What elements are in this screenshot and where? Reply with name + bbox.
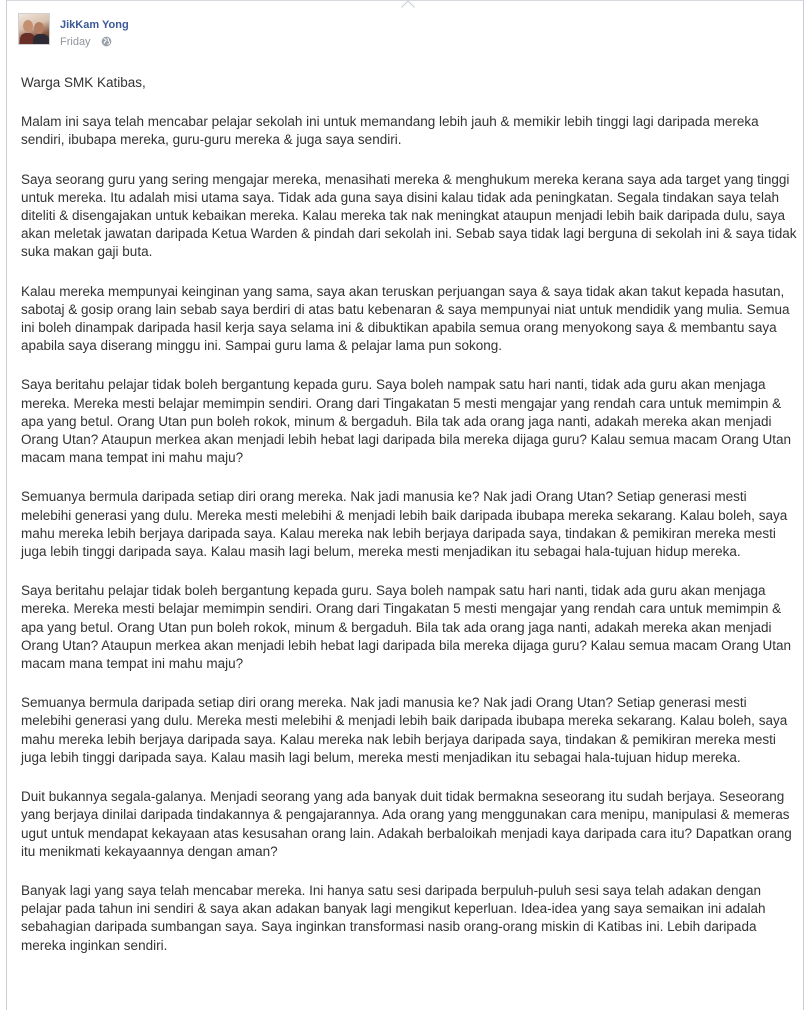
post-card (6, 0, 804, 1010)
post-paragraph: Semuanya bermula daripada setiap diri orang mereka. Nak jadi manusia ke? Nak jadi Orang Utan? Setiap generasi mesti melebihi generasi yang dulu. Mereka mesti melebihi & menjadi lebih baik daripada ibubapa mereka sekarang. Kalau boleh, saya mahu mereka lebih berjaya daripada saya. Kalau mereka nak lebih berjaya daripada saya, tindakan & pemikiran mereka mesti juga lebih tinggi daripada saya. Kalau masih lagi belum, mereka mesti menjadikan itu sebagai hala-tujuan hidup mereka. (21, 489, 788, 560)
globe-icon[interactable] (101, 36, 112, 47)
post-paragraph: Saya beritahu pelajar tidak boleh bergantung kepada guru. Saya boleh nampak satu hari nanti, tidak ada guru akan menjaga mereka. Mereka mesti belajar memimpin sendiri. Orang dari Tingakatan 5 mesti mengajar yang rendah cara untuk memimpin & apa yang betul. Orang Utan pun boleh rokok, minum & bergaduh. Bila tak ada orang jaga nanti, adakah mereka akan menjadi Orang Utan? Ataupun merkea akan menjadi lebih hebat lagi daripada bila mereka dijaga guru? Kalau semua macam Orang Utan macam mana tempat ini mahu maju? (21, 583, 791, 672)
post-paragraph: Kalau mereka mempunyai keinginan yang sama, saya akan teruskan perjuangan saya & saya tidak akan takut kepada hasutan, sabotaj & gosip orang lain sebab saya berdiri di atas batu kebenaran & saya mempunyai niat untuk mendidik yang mulia. Semua ini boleh dinampak daripada hasil kerja saya selama ini & dibuktikan apabila semua orang menyokong saya & membantu saya apabila saya diserang minggu ini. Sampai guru lama & pelajar lama pun sokong. (21, 283, 790, 354)
post-body (21, 74, 798, 976)
post-timestamp[interactable]: Friday (60, 36, 91, 48)
post-meta (60, 36, 112, 48)
avatar[interactable] (18, 13, 50, 45)
post-paragraph: Saya beritahu pelajar tidak boleh bergantung kepada guru. Saya boleh nampak satu hari nanti, tidak ada guru akan menjaga mereka. Mereka mesti belajar memimpin sendiri. Orang dari Tingakatan 5 mesti mengajar yang rendah cara untuk memimpin & apa yang betul. Orang Utan pun boleh rokok, minum & bergaduh. Bila tak ada orang jaga nanti, adakah mereka akan menjadi Orang Utan? Ataupun merkea akan menjadi lebih hebat lagi daripada bila mereka dijaga guru? Kalau semua macam Orang Utan macam mana tempat ini mahu maju? (21, 377, 791, 466)
caret-pointer-icon (401, 0, 415, 8)
post-paragraph: Banyak lagi yang saya telah mencabar mereka. Ini hanya satu sesi daripada berpuluh-puluh sesi saya telah adakan dengan pelajar pada tahun ini sendiri & saya akan adakan banyak lagi mengikut keperluan. Idea-idea yang saya semaikan ini adalah sebahagian daripada sumbangan saya. Saya inginkan transformasi nasib orang-orang miskin di Katibas ini. Lebih daripada mereka inginkan sendiri. (21, 882, 766, 953)
author-name[interactable]: JikKam Yong (60, 19, 129, 31)
post-paragraph: Duit bukannya segala-galanya. Menjadi seorang yang ada banyak duit tidak bermakna seseorang itu sudah berjaya. Seseorang yang berjaya dinilai daripada tindakannya & pengajarannya. Ada orang yang menggunakan cara menipu, manipulasi & memeras ugut untuk mendapat kekayaan atas kesusahan orang lain. Adakah berbaloikah menjadi kaya daripada cara itu? Dapatkan orang itu menikmati kekayaannya dengan aman? (21, 789, 792, 859)
post-paragraph: Saya seorang guru yang sering mengajar mereka, menasihati mereka & menghukum mereka kerana saya ada target yang tinggi untuk mereka. Itu adalah misi utama saya. Tidak ada guna saya disini kalau tidak ada peningkatan. Segala tindakan saya telah diteliti & disengajakan untuk kebaikan mereka. Kalau mereka tak nak meningkat ataupun menjadi lebih baik daripada dulu, saya akan meletak jawatan daripada Ketua Warden & pindah dari sekolah ini. Sebab saya tidak lagi berguna di sekolah ini & saya tidak suka makan gaji buta. (21, 171, 797, 260)
post-greeting: Warga SMK Katibas, (21, 75, 146, 90)
post-paragraph: Malam ini saya telah mencabar pelajar sekolah ini untuk memandang lebih jauh & memikir lebih tinggi lagi daripada mereka sendiri, ibubapa mereka, guru-guru mereka & juga saya sendiri. (21, 114, 759, 148)
post-paragraph: Semuanya bermula daripada setiap diri orang mereka. Nak jadi manusia ke? Nak jadi Orang Utan? Setiap generasi mesti melebihi generasi yang dulu. Mereka mesti melebihi & menjadi lebih baik daripada ibubapa mereka sekarang. Kalau boleh, saya mahu mereka lebih berjaya daripada saya. Kalau mereka nak lebih berjaya daripada saya, tindakan & pemikiran mereka mesti juga lebih tinggi daripada saya. Kalau masih lagi belum, mereka mesti menjadikan itu sebagai hala-tujuan hidup mereka. (21, 695, 788, 765)
